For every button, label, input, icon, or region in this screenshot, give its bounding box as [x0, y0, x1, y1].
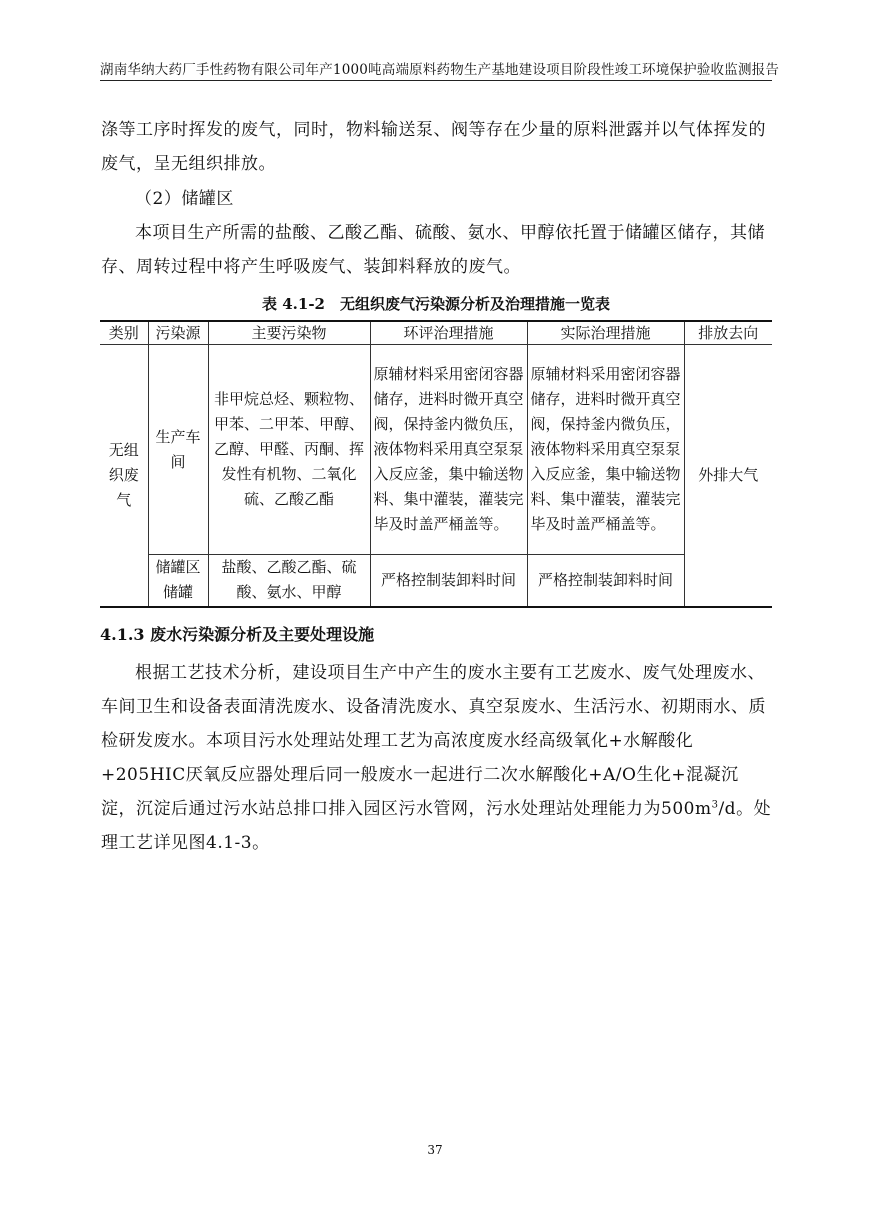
table-row [100, 555, 772, 607]
body-paragraph: 本项目生产所需的盐酸、乙酸乙酯、硫酸、氨水、甲醇依托置于储罐区储存，其储存、周转过程中将产生呼吸废气、装卸料释放的废气。 [101, 223, 765, 277]
body-paragraph [101, 656, 773, 860]
table-header-cell: 类别 [100, 321, 148, 345]
header-divider [100, 80, 772, 81]
destination-cell: 外排大气 [684, 345, 772, 607]
table-header-cell: 主要污染物 [208, 321, 370, 345]
emissions-table [100, 320, 772, 608]
section-heading: 4.1.3 废水污染源分析及主要处理设施 [100, 625, 375, 644]
eia-measure-cell: 原辅材料采用密闭容器储存，进料时微开真空阀，保持釜内微负压，液体物料采用真空泵泵入反应釜，集中输送物料、集中灌装，灌装完毕及时盖严桶盖等。 [370, 345, 527, 555]
page-number: 37 [427, 1143, 443, 1157]
table-header-cell: 污染源 [148, 321, 208, 345]
superscript: 3 [711, 799, 719, 811]
body-text: /d。处理工艺详见图4.1-3。 [101, 799, 772, 853]
subsection-label: （2）储罐区 [135, 189, 234, 209]
table-header-cell: 环评治理措施 [370, 321, 527, 345]
table-header-cell: 排放去向 [684, 321, 772, 345]
source-cell: 储罐区储罐 [148, 555, 208, 607]
body-text: 根据工艺技术分析，建设项目生产中产生的废水主要有工艺废水、废气处理废水、车间卫生和设备表面清洗废水、设备清洗废水、真空泵废水、生活污水、初期雨水、质检研发废水。本项目污水处理站处理工艺为高浓度废水经高级氧化+水解酸化+205HIC厌氧反应器处理后同一般废水一起进行二次水解酸化+A/O生化+混凝沉淀，沉淀后通过污水站总排口排入园区污水管网，污水处理站处理能力为500m [101, 663, 766, 819]
pollutants-cell: 盐酸、乙酸乙酯、硫酸、氨水、甲醇 [208, 555, 370, 607]
category-cell: 无组织废气 [100, 345, 148, 607]
actual-measure-cell: 原辅材料采用密闭容器储存，进料时微开真空阀，保持釜内微负压，液体物料采用真空泵泵入反应釜，集中输送物料、集中灌装，灌装完毕及时盖严桶盖等。 [527, 345, 684, 555]
table-row [100, 345, 772, 555]
pollutants-cell: 非甲烷总烃、颗粒物、甲苯、二甲苯、甲醇、乙醇、甲醛、丙酮、挥发性有机物、二氧化硫、乙酸乙酯 [208, 345, 370, 555]
page-header: 湖南华纳大药厂手性药物有限公司年产1000吨高端原料药物生产基地建设项目阶段性竣工环境保护验收监测报告 [100, 62, 780, 78]
table-header-row [100, 321, 772, 345]
table-header-cell: 实际治理措施 [527, 321, 684, 345]
body-paragraph: 涤等工序时挥发的废气，同时，物料输送泵、阀等存在少量的原料泄露并以气体挥发的废气，呈无组织排放。 [101, 120, 766, 174]
table-caption: 表 4.1-2 无组织废气污染源分析及治理措施一览表 [262, 295, 610, 313]
eia-measure-cell: 严格控制装卸料时间 [370, 555, 527, 607]
actual-measure-cell: 严格控制装卸料时间 [527, 555, 684, 607]
source-cell: 生产车间 [148, 345, 208, 555]
